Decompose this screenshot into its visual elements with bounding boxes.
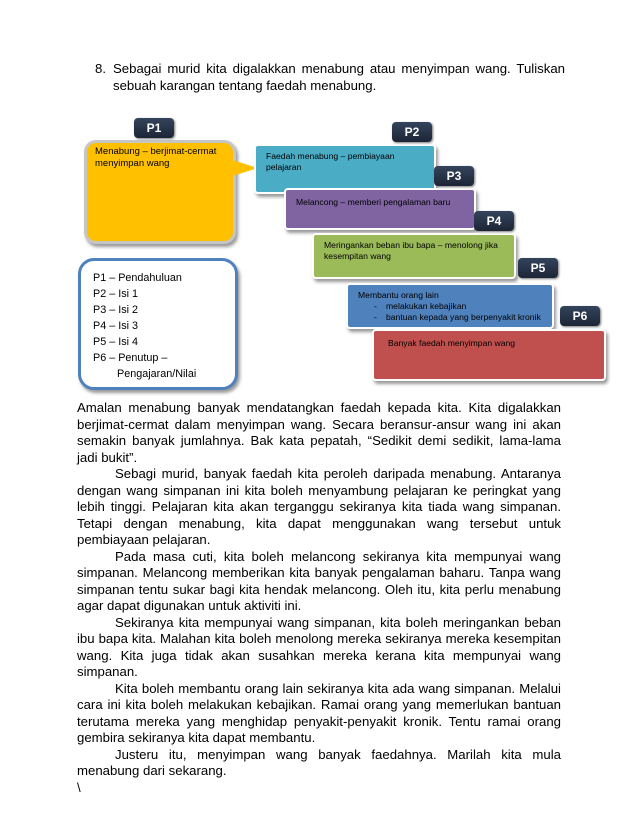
essay-paragraph-intro: Amalan menabung banyak mendatangkan faedah kepada kita. Kita digalakkan berjimat-cermat dalam menyimpan wang. Secara beransur-ansur wang ini akan semakin banyak jumlahnya. Bak kata pepatah, “Sedikit demi sedikit, lama-lama jadi bukit”. [77, 400, 561, 465]
step-p6-text: Banyak faedah menyimpan wang [388, 338, 516, 348]
step-p4-text: Meringankan beban ibu bapa – menolong jika kesempitan wang [324, 240, 498, 261]
step-p3 [284, 188, 476, 230]
step-p5-content [358, 290, 546, 323]
stray-backslash: \ [77, 779, 81, 795]
step-p5-list [358, 301, 546, 323]
step-p5-item: - melakukan kebajikan [358, 301, 546, 312]
legend-item: P2 – Isi 1 [93, 288, 139, 300]
step-p3-text: Melancong – memberi pengalaman baru [296, 197, 451, 207]
step-p4 [312, 233, 516, 279]
legend-item: P6 – Penutup – [93, 352, 168, 364]
step-p2 [254, 144, 436, 194]
paragraph-legend [78, 258, 238, 390]
tag-p4: P4 [474, 211, 514, 231]
tag-p2: P2 [392, 122, 432, 142]
tag-p3: P3 [434, 166, 474, 186]
legend-list [93, 270, 196, 382]
question-text: Sebagai murid kita digalakkan menabung atau menyimpan wang. Tuliskan sebuah karangan tentang faedah menabung. [113, 61, 565, 93]
legend-item: P3 – Isi 2 [93, 304, 139, 316]
legend-item: P4 – Isi 3 [93, 320, 139, 332]
tag-p6: P6 [560, 306, 600, 326]
step-p5-title: Membantu orang lain [358, 290, 439, 300]
essay-paragraph: Sebagi murid, banyak faedah kita peroleh daripada menabung. Antaranya dengan wang simpanan ini kita boleh menyambung pelajaran ke peringkat yang lebih tinggi. Pelajaran kita akan terganggu sekiranya kita tiada wang simpanan. Tetapi dengan menabung, kita dapat menggunakan wang tersebut untuk pembiayaan pelajaran. [77, 466, 561, 547]
essay-paragraph: Pada masa cuti, kita boleh melancong sekiranya kita mempunyai wang simpanan. Melancong memberikan kita banyak pengalaman baharu. Tanpa wang simpanan tentu sukar bagi kita hendak melancong. Oleh itu, kita perlu menabung agar dapat digunakan untuk aktiviti ini. [77, 548, 561, 613]
step-p5-item: - bantuan kepada yang berpenyakit kronik [358, 312, 546, 323]
legend-item: P5 – Isi 4 [93, 336, 139, 348]
step-p6 [372, 329, 606, 381]
question-number: 8. [95, 61, 106, 76]
legend-item: Pengajaran/Nilai [117, 368, 197, 380]
question [95, 60, 565, 94]
tag-p1: P1 [134, 118, 174, 138]
essay-body [77, 400, 561, 796]
step-p5 [346, 283, 554, 329]
tag-p5: P5 [518, 258, 558, 278]
essay-paragraph: Kita boleh membantu orang lain sekiranya kita ada wang simpanan. Melalui cara ini kita boleh melakukan kebajikan. Ramai orang yang memerlukan bantuan terutama mereka yang menghidap penyakit-penyakit kronik. Tentu ramai orang gembira sekiranya kita dapat membantu. [77, 680, 561, 745]
legend-item: P1 – Pendahuluan [93, 272, 182, 284]
essay-paragraph-conclusion: Justeru itu, menyimpan wang banyak faedahnya. Marilah kita mula menabung dari sekarang. [77, 746, 561, 778]
intro-callout-text: Menabung – berjimat-cermat menyimpan wang [95, 146, 217, 169]
step-p2-text: Faedah menabung – pembiayaan pelajaran [266, 151, 395, 172]
essay-paragraph: Sekiranya kita mempunyai wang simpanan, kita boleh meringankan beban ibu bapa kita. Malahan kita boleh menolong mereka sekiranya mereka kesempitan wang. Kita juga tidak akan susahkan mereka kerana kita mempunyai wang simpanan. [77, 614, 561, 679]
